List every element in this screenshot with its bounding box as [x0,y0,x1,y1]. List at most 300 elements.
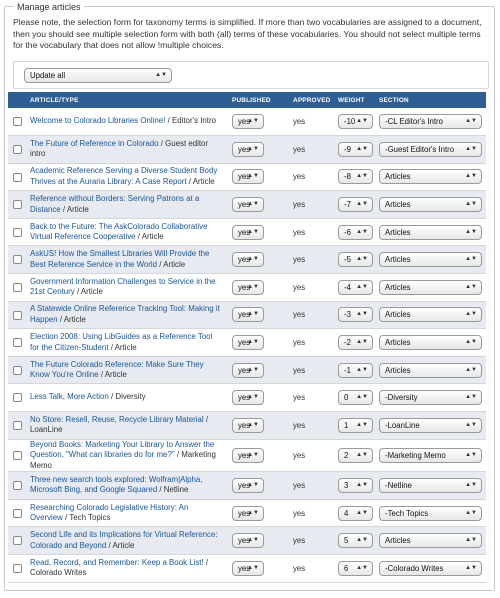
weight-select[interactable] [338,169,373,184]
select-arrow-icon: ▲▼ [465,481,477,488]
section-select[interactable] [379,307,482,322]
weight-cell [334,412,375,440]
weight-select[interactable] [338,390,373,405]
article-type-cell: Three new search tools explored: Wolfram|Alpha, Microsoft Bing, and Google Squared / Netline [26,472,228,500]
published-value: yes [238,563,251,573]
section-value: Articles [385,227,411,237]
weight-value: 0 [344,393,349,403]
taxonomy-notice: Please note, the selection form for taxonomy terms is simplified. If more than two vocabularies are assigned to a document, then you should see multiple selection form with both (all) terms of these vocabularies. You should not select multiple terms for the vocabulary that does not allow !multiple choices. [13,17,482,50]
published-select[interactable] [232,280,264,295]
weight-select[interactable] [338,533,373,548]
row-checkbox[interactable] [13,481,22,490]
weight-value: -1 [344,365,351,375]
article-type-cell: Beyond Books: Marketing Your Library to Answer the Question, "What can libraries do for me?" / Marketing Memo [26,439,228,472]
weight-select[interactable] [338,114,373,129]
published-value: yes [238,227,251,237]
table-row [8,274,486,302]
approved-cell: yes [289,472,334,500]
table-row [8,472,486,500]
section-cell [375,163,486,191]
weight-cell [334,472,375,500]
published-value: yes [238,365,251,375]
select-arrow-icon: ▲▼ [247,256,259,263]
select-arrow-icon: ▲▼ [465,311,477,318]
row-checkbox[interactable] [13,228,22,237]
published-value: yes [238,255,251,265]
row-checkbox[interactable] [13,366,22,375]
published-value: yes [238,508,251,518]
approved-cell: yes [289,191,334,219]
published-cell [228,527,289,555]
select-arrow-icon: ▲▼ [465,145,477,152]
approved-cell: yes [289,329,334,357]
bulk-operations-box [13,61,489,89]
article-type-text: Article [63,314,86,324]
weight-column-header[interactable]: WEIGHT [334,92,375,108]
row-select-cell [8,191,26,219]
row-checkbox[interactable] [13,200,22,209]
article-title-link[interactable]: Reference without Borders: Serving Patrons at a Distance [30,194,200,214]
section-value: Articles [385,338,411,348]
published-cell [228,499,289,527]
table-row [8,499,486,527]
table-row [8,108,486,136]
approved-column-header[interactable]: APPROVED [289,92,334,108]
published-cell [228,412,289,440]
select-arrow-icon: ▲▼ [465,421,477,428]
article-type-text: Tech Topics [69,513,111,523]
published-value: yes [238,338,251,348]
section-select[interactable] [379,335,482,350]
published-value: yes [238,172,251,182]
published-value: yes [238,420,251,430]
row-select-cell [8,384,26,412]
published-cell [228,163,289,191]
row-checkbox[interactable] [13,421,22,430]
row-select-cell [8,527,26,555]
section-cell [375,412,486,440]
published-value: yes [238,117,251,127]
published-cell [228,301,289,329]
section-select[interactable] [379,478,482,493]
row-checkbox[interactable] [13,173,22,182]
row-checkbox[interactable] [13,311,22,320]
article-title-link[interactable]: No Store: Resell, Reuse, Recycle Library Material [30,414,204,424]
weight-select[interactable] [338,478,373,493]
weight-value: -7 [344,200,351,210]
select-arrow-icon: ▲▼ [247,421,259,428]
weight-value: -8 [344,172,351,182]
select-arrow-icon: ▲▼ [247,509,259,516]
select-arrow-icon: ▲▼ [247,537,259,544]
row-checkbox[interactable] [13,509,22,518]
approved-cell: yes [289,274,334,302]
select-arrow-icon: ▲▼ [247,118,259,125]
table-row [8,412,486,440]
section-cell [375,384,486,412]
row-checkbox[interactable] [13,283,22,292]
article-type-text: Article [163,259,186,269]
section-value: -Netline [385,480,412,490]
select-arrow-icon: ▲▼ [465,339,477,346]
select-arrow-icon: ▲▼ [356,481,368,488]
row-select-cell [8,246,26,274]
table-row [8,439,486,472]
published-select[interactable] [232,114,264,129]
approved-cell: yes [289,136,334,164]
published-select[interactable] [232,169,264,184]
article-type-cell: AskUS! How the Smallest Libraries Will Provide the Best Reference Service in the World / Article [26,246,228,274]
section-select[interactable] [379,142,482,157]
published-value: yes [238,480,251,490]
published-value: yes [238,393,251,403]
weight-value: 3 [344,480,349,490]
published-column-header[interactable]: PUBLISHED [228,92,289,108]
article-type-cell: A Statewide Online Reference Tracking Tool: Making it Happen / Article [26,301,228,329]
published-select[interactable] [232,561,264,576]
weight-cell [334,356,375,384]
section-select[interactable] [379,169,482,184]
approved-cell: yes [289,554,334,582]
article-type-text: Netline [163,485,189,495]
article-title-link[interactable]: Researching Colorado Legislative History: An Overview [30,502,189,523]
published-select[interactable] [232,418,264,433]
select-arrow-icon: ▲▼ [247,451,259,458]
published-select[interactable] [232,478,264,493]
select-arrow-icon: ▲▼ [465,256,477,263]
select-arrow-icon: ▲▼ [356,201,368,208]
weight-select[interactable] [338,252,373,267]
published-select[interactable] [232,197,264,212]
article-type-cell: Read, Record, and Remember: Keep a Book List! / Colorado Writes [26,554,228,582]
row-select-cell [8,218,26,246]
section-select[interactable] [379,390,482,405]
section-cell [375,439,486,472]
article-type-text: Article [112,540,135,550]
section-column-header[interactable]: SECTION [375,92,486,108]
select-arrow-icon: ▲▼ [356,145,368,152]
weight-select[interactable] [338,225,373,240]
select-arrow-icon: ▲▼ [356,366,368,373]
published-cell [228,108,289,136]
approved-cell: yes [289,218,334,246]
article-type-text: Guest editor intro [30,138,209,159]
row-checkbox[interactable] [13,145,22,154]
article-type-column-header[interactable]: ARTICLE/TYPE [26,92,228,108]
section-cell [375,274,486,302]
section-select[interactable] [379,114,482,129]
article-title-link[interactable]: Welcome to Colorado Libraries Online! [30,116,166,126]
select-arrow-icon: ▲▼ [247,201,259,208]
select-arrow-icon: ▲▼ [247,339,259,346]
published-select[interactable] [232,533,264,548]
select-column-header [8,92,26,108]
article-title-link[interactable]: Less Talk, More Action [30,392,109,402]
published-value: yes [238,450,251,460]
approved-cell: yes [289,246,334,274]
row-checkbox[interactable] [13,393,22,402]
section-value: Articles [385,200,411,210]
table-header-row [8,92,486,108]
row-select-cell [8,108,26,136]
section-value: Articles [385,310,411,320]
section-select[interactable] [379,448,482,463]
table-row [8,246,486,274]
published-select[interactable] [232,307,264,322]
select-arrow-icon: ▲▼ [155,72,167,78]
table-row [8,136,486,164]
select-arrow-icon: ▲▼ [356,311,368,318]
weight-value: -5 [344,255,351,265]
article-title-link[interactable]: Back to the Future: The AskColorado Collaborative Virtual Reference Cooperative [30,221,208,242]
article-title-link[interactable]: Second Life and its Implications for Virtual Reference: Colorado and Beyond [30,530,218,550]
weight-select[interactable] [338,307,373,322]
weight-cell [334,218,375,246]
weight-value: -10 [344,117,356,127]
published-cell [228,472,289,500]
select-arrow-icon: ▲▼ [356,283,368,290]
article-title-link[interactable]: The Future Colorado Reference: Make Sure They Know You're Online [30,359,204,380]
approved-cell: yes [289,412,334,440]
published-select[interactable] [232,252,264,267]
section-cell [375,499,486,527]
weight-value: -3 [344,310,351,320]
row-select-cell [8,329,26,357]
article-type-text: Marketing Memo [30,450,216,470]
section-value: Articles [385,365,411,375]
article-title-link[interactable]: AskUS! How the Smallest Libraries Will Provide the Best Reference Service in the World [30,249,210,269]
table-row [8,554,486,582]
select-arrow-icon: ▲▼ [356,421,368,428]
weight-select[interactable] [338,561,373,576]
article-type-text: Article [80,287,103,297]
weight-value: 5 [344,536,349,546]
published-select[interactable] [232,448,264,463]
section-cell [375,218,486,246]
select-arrow-icon: ▲▼ [356,509,368,516]
approved-cell: yes [289,499,334,527]
article-type-text: Article [141,232,164,242]
section-value: -Tech Topics [385,508,429,518]
section-select[interactable] [379,252,482,267]
section-value: -Guest Editor's Intro [385,144,455,154]
select-arrow-icon: ▲▼ [247,394,259,401]
article-type-text: Article [192,176,215,186]
article-type-cell: Back to the Future: The AskColorado Collaborative Virtual Reference Cooperative / Article [26,218,228,246]
section-value: Articles [385,172,411,182]
row-checkbox[interactable] [13,564,22,573]
select-arrow-icon: ▲▼ [356,256,368,263]
weight-select[interactable] [338,448,373,463]
select-arrow-icon: ▲▼ [247,481,259,488]
article-type-text: LoanLine [30,425,63,435]
section-select[interactable] [379,506,482,521]
select-arrow-icon: ▲▼ [356,537,368,544]
weight-select[interactable] [338,197,373,212]
row-checkbox[interactable] [13,536,22,545]
section-cell [375,329,486,357]
select-arrow-icon: ▲▼ [465,228,477,235]
section-cell [375,356,486,384]
published-value: yes [238,282,251,292]
article-type-cell: Election 2008: Using LibGuides as a Reference Tool for the Citizen-Student / Article [26,329,228,357]
article-title-link[interactable]: Read, Record, and Remember: Keep a Book List! [30,557,204,567]
select-arrow-icon: ▲▼ [356,173,368,180]
row-checkbox[interactable] [13,117,22,126]
section-select[interactable] [379,225,482,240]
weight-select[interactable] [338,506,373,521]
section-select[interactable] [379,561,482,576]
article-title-link[interactable]: Election 2008: Using LibGuides as a Reference Tool for the Citizen-Student [30,332,213,352]
bulk-operation-select[interactable] [24,68,172,83]
weight-cell [334,108,375,136]
section-cell [375,136,486,164]
published-cell [228,384,289,412]
select-arrow-icon: ▲▼ [465,451,477,458]
article-title-link[interactable]: The Future of Reference in Colorado [30,138,159,148]
section-value: -Marketing Memo [385,450,446,460]
select-arrow-icon: ▲▼ [356,451,368,458]
section-value: -Colorado Writes [385,563,444,573]
section-select[interactable] [379,533,482,548]
published-cell [228,246,289,274]
select-arrow-icon: ▲▼ [465,564,477,571]
published-cell [228,554,289,582]
section-cell [375,472,486,500]
published-value: yes [238,310,251,320]
weight-cell [334,191,375,219]
row-checkbox[interactable] [13,338,22,347]
select-arrow-icon: ▲▼ [465,509,477,516]
approved-cell: yes [289,163,334,191]
section-cell [375,108,486,136]
row-checkbox[interactable] [13,451,22,460]
section-cell [375,301,486,329]
row-select-cell [8,136,26,164]
article-title-link[interactable]: Government Information Challenges to Service in the 21st Century [30,276,216,297]
table-row [8,218,486,246]
published-value: yes [238,144,251,154]
select-arrow-icon: ▲▼ [356,564,368,571]
bulk-operation-value: Update all [30,71,66,80]
article-type-text: Diversity [115,392,146,402]
weight-cell [334,439,375,472]
select-arrow-icon: ▲▼ [465,201,477,208]
row-select-cell [8,301,26,329]
weight-select[interactable] [338,142,373,157]
weight-select[interactable] [338,280,373,295]
published-select[interactable] [232,390,264,405]
section-value: Articles [385,255,411,265]
select-arrow-icon: ▲▼ [247,283,259,290]
row-select-cell [8,499,26,527]
select-arrow-icon: ▲▼ [247,173,259,180]
article-type-text: Editor's Intro [171,116,216,126]
weight-select[interactable] [338,363,373,378]
table-row [8,191,486,219]
row-select-cell [8,274,26,302]
article-type-cell: Second Life and its Implications for Virtual Reference: Colorado and Beyond / Article [26,527,228,555]
select-arrow-icon: ▲▼ [465,537,477,544]
weight-cell [334,527,375,555]
table-row [8,384,486,412]
article-type-cell: No Store: Resell, Reuse, Recycle Library Material / LoanLine [26,412,228,440]
article-type-cell: Less Talk, More Action / Diversity [26,384,228,412]
published-select[interactable] [232,335,264,350]
select-arrow-icon: ▲▼ [356,118,368,125]
section-value: -Diversity [385,393,418,403]
row-select-cell [8,412,26,440]
weight-value: 2 [344,450,349,460]
section-select[interactable] [379,280,482,295]
articles-table [8,92,486,583]
weight-value: 6 [344,563,349,573]
weight-cell [334,301,375,329]
row-select-cell [8,439,26,472]
published-cell [228,329,289,357]
weight-cell [334,499,375,527]
weight-value: -6 [344,227,351,237]
section-value: -CL Editor's Intro [385,117,443,127]
table-row [8,527,486,555]
select-arrow-icon: ▲▼ [356,339,368,346]
published-select[interactable] [232,225,264,240]
published-cell [228,191,289,219]
select-arrow-icon: ▲▼ [247,145,259,152]
section-select[interactable] [379,363,482,378]
article-type-cell: Academic Reference Serving a Diverse Student Body Thrives at the Auraria Library: A Case Report / Article [26,163,228,191]
select-arrow-icon: ▲▼ [247,311,259,318]
row-select-cell [8,356,26,384]
table-row [8,301,486,329]
weight-cell [334,329,375,357]
article-title-link[interactable]: Academic Reference Serving a Diverse Student Body Thrives at the Auraria Library: A Case Report [30,166,218,186]
article-title-link[interactable]: Three new search tools explored: Wolfram|Alpha, Microsoft Bing, and Google Squared [30,474,203,495]
published-cell [228,356,289,384]
weight-cell [334,246,375,274]
select-arrow-icon: ▲▼ [465,394,477,401]
section-value: Articles [385,536,411,546]
weight-value: -2 [344,338,351,348]
section-cell [375,191,486,219]
published-cell [228,218,289,246]
article-type-cell: The Future of Reference in Colorado / Guest editor intro [26,136,228,164]
weight-select[interactable] [338,335,373,350]
select-arrow-icon: ▲▼ [247,366,259,373]
select-arrow-icon: ▲▼ [247,228,259,235]
published-select[interactable] [232,506,264,521]
weight-select[interactable] [338,418,373,433]
published-select[interactable] [232,142,264,157]
section-select[interactable] [379,418,482,433]
published-cell [228,439,289,472]
article-title-link[interactable]: A Statewide Online Reference Tracking Tool: Making it Happen [30,304,220,324]
article-type-cell: Government Information Challenges to Service in the 21st Century / Article [26,274,228,302]
weight-cell [334,136,375,164]
table-row [8,356,486,384]
select-arrow-icon: ▲▼ [356,228,368,235]
section-select[interactable] [379,197,482,212]
article-title-link[interactable]: Beyond Books: Marketing Your Library to Answer the Question, "What can libraries do for me?" [30,439,215,460]
weight-cell [334,274,375,302]
approved-cell: yes [289,301,334,329]
select-arrow-icon: ▲▼ [247,564,259,571]
section-cell [375,554,486,582]
fieldset-legend: Manage articles [14,1,84,13]
published-select[interactable] [232,363,264,378]
row-checkbox[interactable] [13,255,22,264]
approved-cell: yes [289,527,334,555]
